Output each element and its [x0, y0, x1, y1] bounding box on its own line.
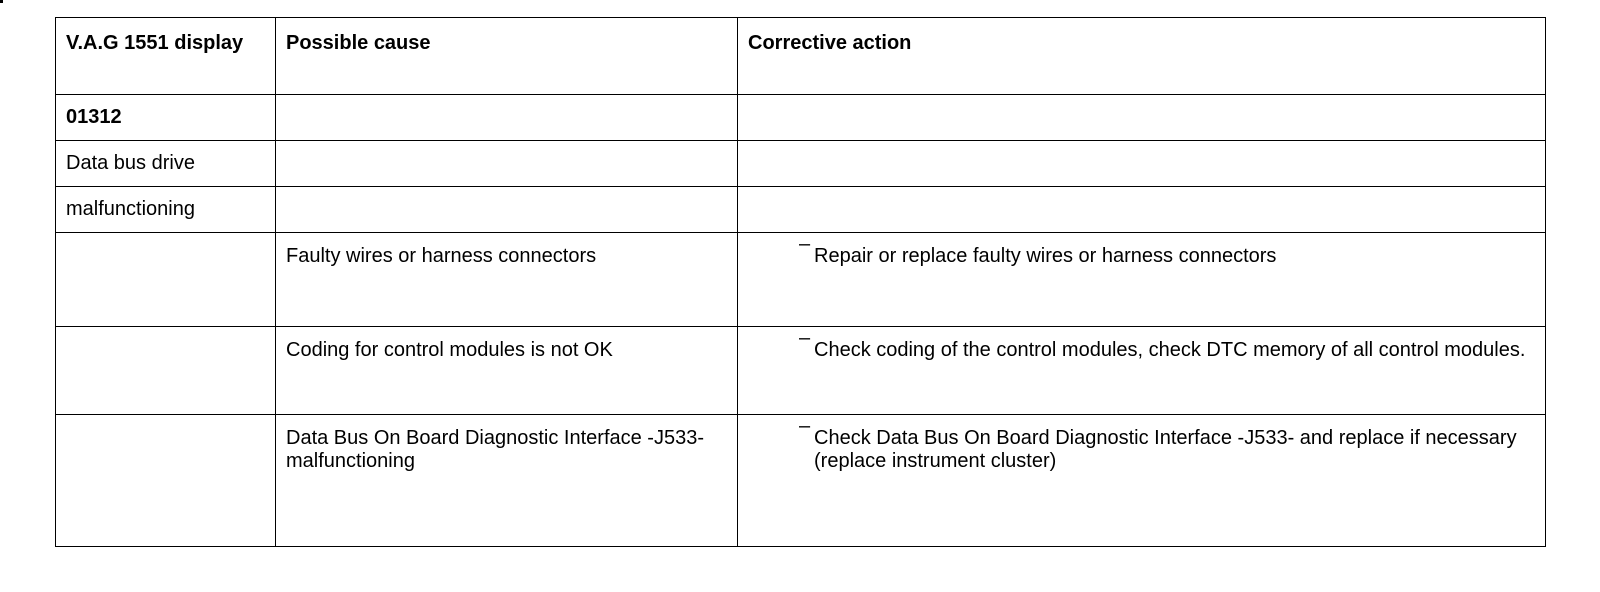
corrective-action-text: Check coding of the control modules, check DTC memory of all control modules.	[814, 339, 1526, 361]
fault-description-line-2: malfunctioning	[66, 198, 195, 220]
cell-action	[738, 233, 1546, 327]
cell-action	[738, 141, 1546, 187]
fault-code: 01312	[66, 106, 122, 128]
corrective-action	[738, 415, 1545, 473]
cell-display	[56, 187, 276, 233]
cell-cause	[276, 233, 738, 327]
cell-cause	[276, 327, 738, 415]
corrective-action	[738, 233, 1545, 268]
table-row-code	[56, 95, 1546, 141]
header-display-label: V.A.G 1551 display	[66, 32, 244, 54]
table-header-row	[56, 18, 1546, 95]
fault-description-line-1: Data bus drive	[66, 152, 195, 174]
corrective-action-text: Repair or replace faulty wires or harness connectors	[814, 245, 1277, 267]
table-row-cause-3	[56, 415, 1546, 547]
bullet-dash: –	[799, 415, 811, 437]
cell-cause	[276, 415, 738, 547]
cell-action	[738, 415, 1546, 547]
cell-cause	[276, 95, 738, 141]
header-cause-label: Possible cause	[286, 32, 431, 54]
cell-action	[738, 327, 1546, 415]
table-row-description-2	[56, 187, 1546, 233]
cell-action	[738, 187, 1546, 233]
corrective-action-text: Check Data Bus On Board Diagnostic Interface -J533- and replace if necessary (replace instrument cluster)	[814, 427, 1517, 472]
header-display	[56, 18, 276, 95]
possible-cause: Data Bus On Board Diagnostic Interface -J533- malfunctioning	[286, 427, 704, 472]
table-row-cause-2	[56, 327, 1546, 415]
cell-cause	[276, 141, 738, 187]
bullet-dash: –	[799, 327, 811, 349]
header-action-label: Corrective action	[748, 32, 912, 54]
header-cause	[276, 18, 738, 95]
corner-mark	[0, 0, 3, 3]
dtc-table	[55, 17, 1546, 547]
cell-action	[738, 95, 1546, 141]
corrective-action	[738, 327, 1545, 362]
cell-display	[56, 141, 276, 187]
cell-display	[56, 95, 276, 141]
bullet-dash: –	[799, 233, 811, 255]
table-row-cause-1	[56, 233, 1546, 327]
cell-display	[56, 233, 276, 327]
cell-display	[56, 327, 276, 415]
possible-cause: Coding for control modules is not OK	[286, 339, 613, 361]
cell-cause	[276, 187, 738, 233]
header-action	[738, 18, 1546, 95]
possible-cause: Faulty wires or harness connectors	[286, 245, 597, 267]
table-row-description-1	[56, 141, 1546, 187]
cell-display	[56, 415, 276, 547]
